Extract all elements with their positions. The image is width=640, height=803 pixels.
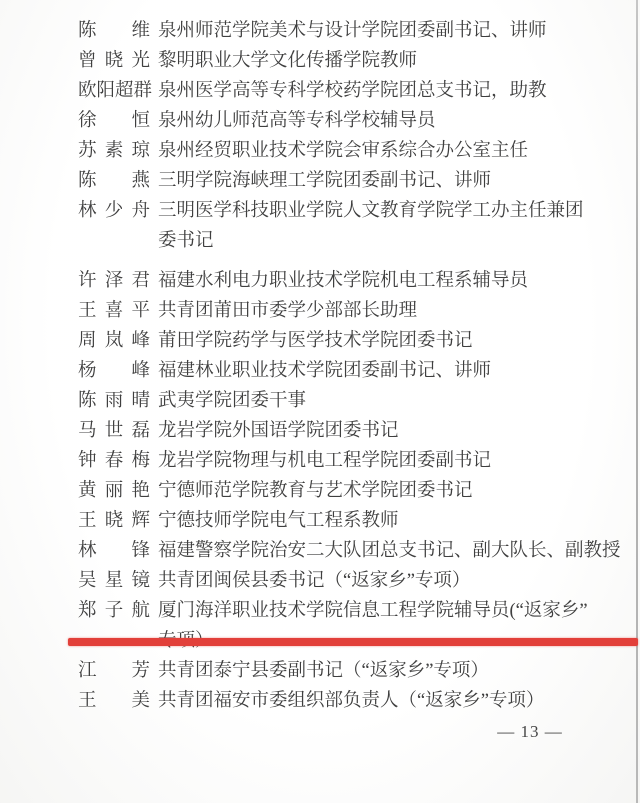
list-item [0,166,640,196]
person-title-line: 莆田学院药学与医学技术学院团委书记 [158,331,473,351]
person-title-line: 福建水利电力职业技术学院机电工程系辅导员 [158,271,529,291]
person-title-line: 宁德技师学院电气工程系教师 [158,511,399,531]
person-name: 黄丽艳 [78,481,150,501]
person-name: 陈雨晴 [78,391,150,411]
list-item [0,506,640,536]
person-title [158,266,528,296]
list-item [0,446,640,476]
list-item [0,596,640,656]
person-title-line: 三明学院海峡理工学院团委副书记、讲师 [158,171,492,191]
person-name: 陈 维 [78,21,150,41]
person-title [158,536,621,566]
person-name: 王晓辉 [78,511,150,531]
person-title-line: 泉州师范学院美术与设计学院团委副书记、讲师 [158,21,547,41]
person-title-line: 泉州医学高等专科学校药学院团总支书记，助教 [158,81,547,101]
person-name: 吴星镜 [78,571,150,591]
person-title-line: 泉州经贸职业技术学院会审系综合办公室主任 [158,141,529,161]
person-title [158,326,473,356]
list-item [0,76,640,106]
person-title [158,166,491,196]
person-title [158,76,547,106]
list-item [0,686,640,716]
scan-edge-line [636,0,638,803]
person-title-line: 龙岩学院物理与机电工程学院团委副书记 [158,451,492,471]
list-item [0,16,640,46]
list-item [0,656,640,686]
person-name: 马世磊 [78,421,150,441]
list-item [0,356,640,386]
list-item [0,326,640,356]
person-name: 林少舟 [78,201,150,221]
list-item [0,136,640,166]
person-name: 王 美 [78,691,150,711]
person-title [158,386,306,416]
page-number: — 13 — [497,722,563,741]
person-title-line: 三明医学科技职业学院人文教育学院学工办主任兼团 [158,201,584,221]
person-title-line: 共青团泰宁县委副书记（“返家乡”专项） [158,661,489,681]
person-name: 江 芳 [78,661,150,681]
person-title-line: 厦门海洋职业技术学院信息工程学院辅导员(“返家乡” [158,601,588,621]
list-item [0,266,640,296]
person-title-line: 委书记 [158,231,214,251]
list-item [0,476,640,506]
person-title-line: 武夷学院团委干事 [158,391,307,411]
person-name: 钟春梅 [78,451,150,471]
list-item [0,196,640,256]
person-title [158,506,399,536]
person-title [158,136,528,166]
person-name: 王喜平 [78,301,150,321]
person-title [158,46,417,76]
person-title [158,596,588,656]
person-title [158,446,491,476]
person-title-line: 共青团闽侯县委书记（“返家乡”专项） [158,571,471,591]
person-name: 许泽君 [78,271,150,291]
person-title [158,16,547,46]
list-item [0,386,640,416]
person-title [158,566,470,596]
list-item [0,296,640,326]
red-underline-annotation [68,638,638,646]
person-title-line: 共青团福安市委组织部负责人（“返家乡”专项） [158,691,545,711]
list-item [0,536,640,566]
person-title [158,656,489,686]
list-item [0,566,640,596]
list-item [0,416,640,446]
person-title [158,686,544,716]
person-name: 徐 恒 [78,111,150,131]
person-title [158,196,584,256]
person-title-line: 福建警察学院治安二大队团总支书记、副大队长、副教授 [158,541,621,561]
person-title-line: 泉州幼儿师范高等专科学校辅导员 [158,111,436,131]
person-title-line: 黎明职业大学文化传播学院教师 [158,51,418,71]
award-list [0,16,640,716]
person-title-line: 共青团莆田市委学少部部长助理 [158,301,418,321]
person-title [158,296,417,326]
person-name: 欧阳超群 [78,81,153,101]
person-name: 苏素琼 [78,141,150,161]
list-item [0,106,640,136]
person-name: 周岚峰 [78,331,150,351]
person-title [158,416,399,446]
person-title-line: 福建林业职业技术学院团委副书记、讲师 [158,361,492,381]
person-name: 林 锋 [78,541,150,561]
person-name: 曾晓光 [78,51,150,71]
person-title-line: 龙岩学院外国语学院团委书记 [158,421,399,441]
person-title [158,356,491,386]
person-name: 郑子航 [78,601,150,621]
person-title [158,106,436,136]
person-title [158,476,473,506]
list-item [0,46,640,76]
person-title-line: 宁德师范学院教育与艺术学院团委书记 [158,481,473,501]
person-name: 陈 燕 [78,171,150,191]
person-name: 杨 峰 [78,361,150,381]
